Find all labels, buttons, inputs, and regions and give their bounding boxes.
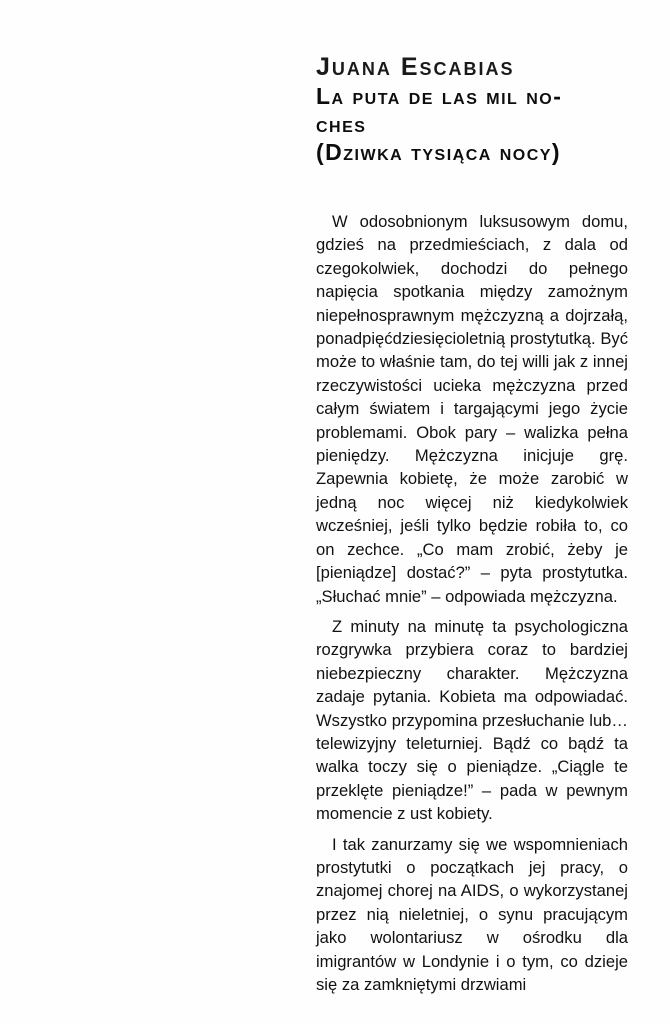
body-paragraph: W odosobnionym luksusowym domu, gdzieś na przedmieściach, z dala od czegokolwiek, dochodzi do pełnego napięcia spotkania między zamożnym niepełnosprawnym mężczyzną a dojrzałą, ponadpięćdziesięcioletnią prostytutką. Być może to właśnie tam, do tej willi jak z innej rzeczywistości ucieka mężczyzna przed całym światem i targającymi jego życie problemami. Obok pary – walizka pełna pieniędzy. Mężczyzna inicjuje grę. Zapewnia kobietę, że może zarobić w jedną noc więcej niż kiedykolwiek wcześniej, jeśli tylko będzie robiła to, co on zechce. „Co mam zrobić, żeby je [pieniądze] dostać?” – pyta prostytutka. „Słuchać mnie” – odpowiada mężczyzna.: [316, 212, 628, 606]
body-paragraph: I tak zanurzamy się we wspomnieniach prostytutki o początkach jej pracy, o znajomej chorej na AIDS, o wykorzystanej przez nią nieletniej, o synu pracującym jako wolontariusz w ośrodku dla imigrantów w Londynie i o tym, co dzieje się za zamkniętymi drzwiami: [316, 834, 628, 994]
text-column: [316, 52, 628, 1003]
article-title: [316, 82, 628, 166]
author-name: Juana Escabias: [316, 53, 515, 81]
title-line: ches: [316, 111, 367, 137]
title-line: La puta de las mil no-: [316, 83, 563, 109]
article-body: [316, 210, 628, 996]
title-line: (Dziwka tysiąca nocy): [316, 139, 562, 165]
body-paragraph: Z minuty na minutę ta psychologiczna rozgrywka przybiera coraz to bardziej niebezpieczny charakter. Mężczyzna zadaje pytania. Kobieta ma odpowiadać. Wszystko przypomina przesłuchanie lub… telewizyjny teleturniej. Bądź co bądź ta walka toczy się o pieniądze. „Ciągle te przeklęte pieniądze!” – pada w pewnym momencie z ust kobiety.: [316, 616, 628, 824]
